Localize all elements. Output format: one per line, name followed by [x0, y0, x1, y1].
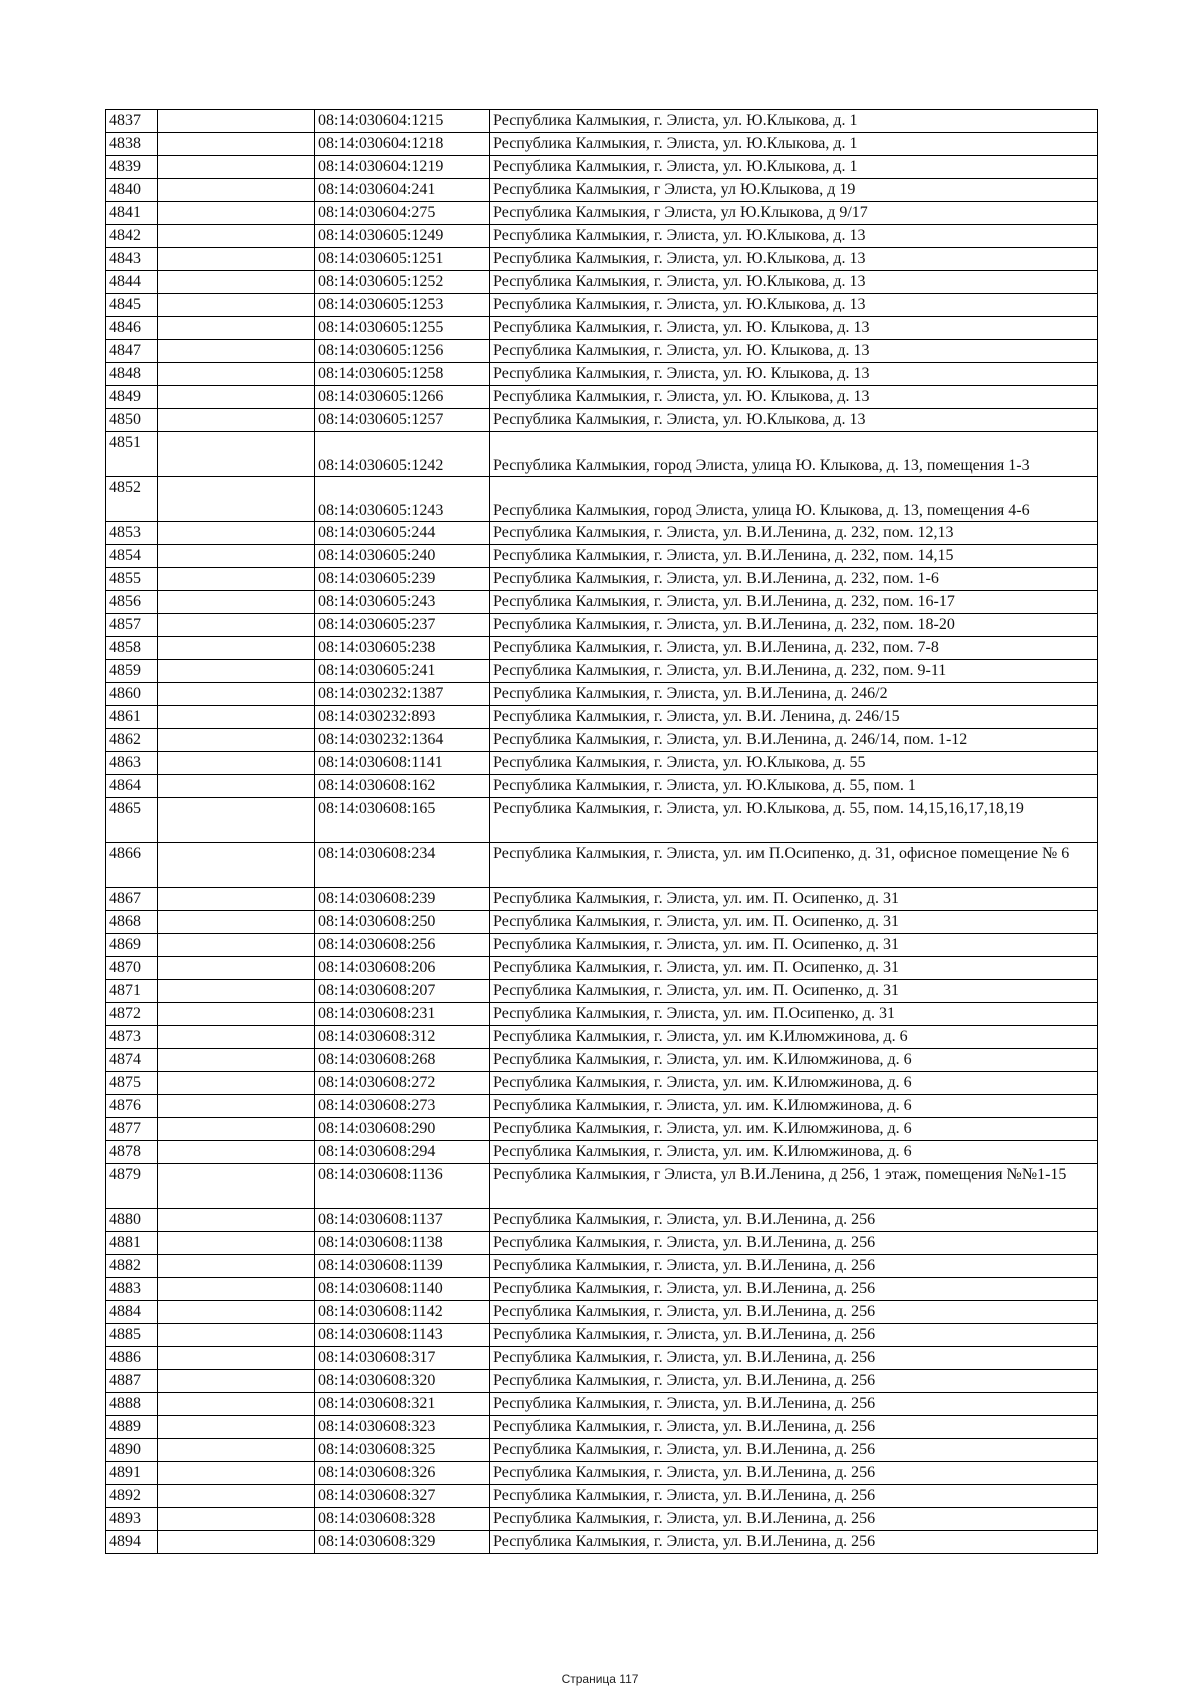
table-row	[106, 545, 1098, 568]
cadastral-number: 08:14:030608:1139	[315, 1255, 490, 1278]
row-number: 4886	[106, 1347, 158, 1370]
row-number: 4849	[106, 386, 158, 409]
table-row	[106, 1049, 1098, 1072]
cadastral-number: 08:14:030608:272	[315, 1072, 490, 1095]
address: Республика Калмыкия, г. Элиста, ул. В.И.Ленина, д. 256	[490, 1416, 1098, 1439]
row-number: 4880	[106, 1209, 158, 1232]
address: Республика Калмыкия, г. Элиста, ул. им. П. Осипенко, д. 31	[490, 980, 1098, 1003]
table-row	[106, 294, 1098, 317]
table-row	[106, 1393, 1098, 1416]
row-extra	[158, 1324, 315, 1347]
row-number: 4882	[106, 1255, 158, 1278]
cadastral-number: 08:14:030232:1387	[315, 683, 490, 706]
cadastral-number: 08:14:030608:328	[315, 1508, 490, 1531]
table-row	[106, 317, 1098, 340]
table-row	[106, 248, 1098, 271]
address: Республика Калмыкия, г. Элиста, ул. В.И.Ленина, д. 232, пом. 12,13	[490, 522, 1098, 545]
table-row	[106, 271, 1098, 294]
row-number: 4873	[106, 1026, 158, 1049]
row-extra	[158, 522, 315, 545]
table-row	[106, 1485, 1098, 1508]
table-row	[106, 1209, 1098, 1232]
cadastral-number: 08:14:030608:1141	[315, 752, 490, 775]
address: Республика Калмыкия, г. Элиста, ул. им К.Илюмжинова, д. 6	[490, 1026, 1098, 1049]
address: Республика Калмыкия, г. Элиста, ул. им. К.Илюмжинова, д. 6	[490, 1095, 1098, 1118]
row-extra	[158, 706, 315, 729]
row-extra	[158, 1072, 315, 1095]
row-extra	[158, 1026, 315, 1049]
table-row	[106, 1531, 1098, 1554]
cadastral-number: 08:14:030604:1218	[315, 133, 490, 156]
cadastral-number: 08:14:030608:325	[315, 1439, 490, 1462]
address: Республика Калмыкия, г. Элиста, ул. им. К.Илюмжинова, д. 6	[490, 1118, 1098, 1141]
row-number: 4891	[106, 1462, 158, 1485]
row-extra	[158, 133, 315, 156]
address: Республика Калмыкия, г. Элиста, ул. В.И.Ленина, д. 256	[490, 1370, 1098, 1393]
table-row	[106, 110, 1098, 133]
cadastral-number: 08:14:030608:294	[315, 1141, 490, 1164]
row-extra	[158, 1462, 315, 1485]
cadastral-number: 08:14:030608:290	[315, 1118, 490, 1141]
table-row	[106, 1072, 1098, 1095]
row-number: 4881	[106, 1232, 158, 1255]
table-row	[106, 340, 1098, 363]
row-extra	[158, 1232, 315, 1255]
address: Республика Калмыкия, г. Элиста, ул. Ю. Клыкова, д. 13	[490, 340, 1098, 363]
table-row	[106, 477, 1098, 522]
address: Республика Калмыкия, г. Элиста, ул. В.И.Ленина, д. 232, пом. 7-8	[490, 637, 1098, 660]
table-row	[106, 1026, 1098, 1049]
row-number: 4840	[106, 179, 158, 202]
cadastral-number: 08:14:030608:329	[315, 1531, 490, 1554]
address: Республика Калмыкия, г. Элиста, ул. им. К.Илюмжинова, д. 6	[490, 1072, 1098, 1095]
row-extra	[158, 1416, 315, 1439]
row-number: 4851	[106, 432, 158, 477]
table-row	[106, 1141, 1098, 1164]
table-row	[106, 432, 1098, 477]
row-extra	[158, 432, 315, 477]
table-row	[106, 1508, 1098, 1531]
row-number: 4864	[106, 775, 158, 798]
row-extra	[158, 1255, 315, 1278]
cadastral-number: 08:14:030605:1249	[315, 225, 490, 248]
row-extra	[158, 271, 315, 294]
address: Республика Калмыкия, г. Элиста, ул. В.И.Ленина, д. 232, пом. 9-11	[490, 660, 1098, 683]
cadastral-number: 08:14:030608:321	[315, 1393, 490, 1416]
table-row	[106, 911, 1098, 934]
cadastral-number: 08:14:030608:1137	[315, 1209, 490, 1232]
row-number: 4869	[106, 934, 158, 957]
row-number: 4854	[106, 545, 158, 568]
row-extra	[158, 545, 315, 568]
table-row	[106, 1003, 1098, 1026]
row-extra	[158, 477, 315, 522]
cadastral-number: 08:14:030608:327	[315, 1485, 490, 1508]
address: Республика Калмыкия, г. Элиста, ул. им П.Осипенко, д. 31, офисное помещение № 6	[490, 843, 1098, 888]
table-row	[106, 1232, 1098, 1255]
table-row	[106, 1278, 1098, 1301]
row-extra	[158, 843, 315, 888]
address: Республика Калмыкия, г. Элиста, ул. им. П. Осипенко, д. 31	[490, 934, 1098, 957]
cadastral-number: 08:14:030608:317	[315, 1347, 490, 1370]
row-extra	[158, 775, 315, 798]
table-row	[106, 934, 1098, 957]
table-row	[106, 775, 1098, 798]
address: Республика Калмыкия, г. Элиста, ул. В.И.Ленина, д. 256	[490, 1439, 1098, 1462]
row-extra	[158, 1049, 315, 1072]
address: Республика Калмыкия, г. Элиста, ул. Ю. Клыкова, д. 13	[490, 363, 1098, 386]
address: Республика Калмыкия, г. Элиста, ул. В.И.Ленина, д. 256	[490, 1301, 1098, 1324]
address: Республика Калмыкия, г. Элиста, ул. В.И.Ленина, д. 256	[490, 1508, 1098, 1531]
row-extra	[158, 934, 315, 957]
cadastral-number: 08:14:030604:1215	[315, 110, 490, 133]
address: Республика Калмыкия, г. Элиста, ул. Ю.Клыкова, д. 1	[490, 156, 1098, 179]
address: Республика Калмыкия, г. Элиста, ул. В.И.Ленина, д. 256	[490, 1232, 1098, 1255]
row-number: 4874	[106, 1049, 158, 1072]
row-number: 4860	[106, 683, 158, 706]
row-extra	[158, 1393, 315, 1416]
row-extra	[158, 911, 315, 934]
row-number: 4888	[106, 1393, 158, 1416]
cadastral-number: 08:14:030608:231	[315, 1003, 490, 1026]
cadastral-number: 08:14:030605:1252	[315, 271, 490, 294]
table-row	[106, 568, 1098, 591]
cadastral-number: 08:14:030608:256	[315, 934, 490, 957]
row-extra	[158, 179, 315, 202]
table-row	[106, 522, 1098, 545]
row-number: 4883	[106, 1278, 158, 1301]
cadastral-number: 08:14:030608:239	[315, 888, 490, 911]
address: Республика Калмыкия, г. Элиста, ул. им. П. Осипенко, д. 31	[490, 957, 1098, 980]
row-number: 4856	[106, 591, 158, 614]
row-extra	[158, 798, 315, 843]
table-row	[106, 957, 1098, 980]
address: Республика Калмыкия, город Элиста, улица Ю. Клыкова, д. 13, помещения 4-6	[490, 477, 1098, 522]
table-row	[106, 798, 1098, 843]
address: Республика Калмыкия, г. Элиста, ул. им. К.Илюмжинова, д. 6	[490, 1141, 1098, 1164]
cadastral-number: 08:14:030608:312	[315, 1026, 490, 1049]
row-number: 4866	[106, 843, 158, 888]
address: Республика Калмыкия, г. Элиста, ул. Ю.Клыкова, д. 55, пом. 1	[490, 775, 1098, 798]
row-number: 4845	[106, 294, 158, 317]
row-number: 4892	[106, 1485, 158, 1508]
row-number: 4865	[106, 798, 158, 843]
address: Республика Калмыкия, г. Элиста, ул. Ю.Клыкова, д. 1	[490, 133, 1098, 156]
cadastral-number: 08:14:030605:1266	[315, 386, 490, 409]
table-row	[106, 706, 1098, 729]
table-row	[106, 156, 1098, 179]
address: Республика Калмыкия, г. Элиста, ул. Ю.Клыкова, д. 13	[490, 248, 1098, 271]
row-number: 4876	[106, 1095, 158, 1118]
table-row	[106, 888, 1098, 911]
row-extra	[158, 317, 315, 340]
row-extra	[158, 340, 315, 363]
cadastral-number: 08:14:030608:162	[315, 775, 490, 798]
row-extra	[158, 1508, 315, 1531]
cadastral-number: 08:14:030605:240	[315, 545, 490, 568]
row-number: 4885	[106, 1324, 158, 1347]
address: Республика Калмыкия, г. Элиста, ул. В.И.Ленина, д. 232, пом. 14,15	[490, 545, 1098, 568]
row-extra	[158, 614, 315, 637]
table-row	[106, 591, 1098, 614]
row-extra	[158, 980, 315, 1003]
address: Республика Калмыкия, г. Элиста, ул. Ю.Клыкова, д. 55	[490, 752, 1098, 775]
cadastral-number: 08:14:030232:893	[315, 706, 490, 729]
row-number: 4837	[106, 110, 158, 133]
row-extra	[158, 225, 315, 248]
row-extra	[158, 294, 315, 317]
row-extra	[158, 202, 315, 225]
cadastral-number: 08:14:030605:1251	[315, 248, 490, 271]
row-extra	[158, 568, 315, 591]
address: Республика Калмыкия, г. Элиста, ул. В.И.Ленина, д. 256	[490, 1531, 1098, 1554]
row-number: 4872	[106, 1003, 158, 1026]
address: Республика Калмыкия, город Элиста, улица Ю. Клыкова, д. 13, помещения 1-3	[490, 432, 1098, 477]
table-row	[106, 1347, 1098, 1370]
address: Республика Калмыкия, г. Элиста, ул. Ю.Клыкова, д. 1	[490, 110, 1098, 133]
table-row	[106, 1301, 1098, 1324]
cadastral-number: 08:14:030608:1140	[315, 1278, 490, 1301]
row-extra	[158, 957, 315, 980]
table-row	[106, 1462, 1098, 1485]
address: Республика Калмыкия, г. Элиста, ул. В.И.Ленина, д. 256	[490, 1255, 1098, 1278]
address: Республика Калмыкия, г. Элиста, ул. Ю. Клыкова, д. 13	[490, 317, 1098, 340]
row-extra	[158, 1164, 315, 1209]
row-extra	[158, 386, 315, 409]
row-number: 4857	[106, 614, 158, 637]
cadastral-number: 08:14:030608:268	[315, 1049, 490, 1072]
address: Республика Калмыкия, г Элиста, ул Ю.Клыкова, д 19	[490, 179, 1098, 202]
table-row	[106, 133, 1098, 156]
table-row	[106, 409, 1098, 432]
cadastral-number: 08:14:030608:250	[315, 911, 490, 934]
table-row	[106, 1118, 1098, 1141]
row-extra	[158, 363, 315, 386]
row-extra	[158, 1485, 315, 1508]
address: Республика Калмыкия, г. Элиста, ул. В.И.Ленина, д. 232, пом. 16-17	[490, 591, 1098, 614]
row-extra	[158, 409, 315, 432]
row-number: 4847	[106, 340, 158, 363]
table-row	[106, 1324, 1098, 1347]
row-number: 4868	[106, 911, 158, 934]
row-extra	[158, 1531, 315, 1554]
table-row	[106, 202, 1098, 225]
row-extra	[158, 1439, 315, 1462]
address: Республика Калмыкия, г Элиста, ул В.И.Ленина, д 256, 1 этаж, помещения №№1-15	[490, 1164, 1098, 1209]
address: Республика Калмыкия, г. Элиста, ул. Ю.Клыкова, д. 55, пом. 14,15,16,17,18,19	[490, 798, 1098, 843]
address: Республика Калмыкия, г. Элиста, ул. В.И.Ленина, д. 256	[490, 1347, 1098, 1370]
address: Республика Калмыкия, г. Элиста, ул. им. П.Осипенко, д. 31	[490, 1003, 1098, 1026]
row-number: 4838	[106, 133, 158, 156]
row-extra	[158, 888, 315, 911]
row-number: 4852	[106, 477, 158, 522]
row-number: 4839	[106, 156, 158, 179]
table-row	[106, 1416, 1098, 1439]
cadastral-number: 08:14:030608:207	[315, 980, 490, 1003]
cadastral-number: 08:14:030605:1256	[315, 340, 490, 363]
cadastral-number: 08:14:030608:323	[315, 1416, 490, 1439]
address: Республика Калмыкия, г Элиста, ул Ю.Клыкова, д 9/17	[490, 202, 1098, 225]
row-number: 4841	[106, 202, 158, 225]
table-row	[106, 225, 1098, 248]
row-number: 4889	[106, 1416, 158, 1439]
row-number: 4858	[106, 637, 158, 660]
address: Республика Калмыкия, г. Элиста, ул. В.И.Ленина, д. 256	[490, 1209, 1098, 1232]
cadastral-number: 08:14:030608:326	[315, 1462, 490, 1485]
row-extra	[158, 1141, 315, 1164]
table-row	[106, 729, 1098, 752]
address: Республика Калмыкия, г. Элиста, ул. Ю.Клыкова, д. 13	[490, 225, 1098, 248]
cadastral-number: 08:14:030604:241	[315, 179, 490, 202]
cadastral-number: 08:14:030605:1257	[315, 409, 490, 432]
cadastral-number: 08:14:030608:1138	[315, 1232, 490, 1255]
cadastral-number: 08:14:030604:1219	[315, 156, 490, 179]
row-extra	[158, 729, 315, 752]
table-row	[106, 179, 1098, 202]
cadastral-number: 08:14:030605:237	[315, 614, 490, 637]
row-number: 4871	[106, 980, 158, 1003]
address: Республика Калмыкия, г. Элиста, ул. В.И.Ленина, д. 246/2	[490, 683, 1098, 706]
row-number: 4863	[106, 752, 158, 775]
cadastral-number: 08:14:030605:244	[315, 522, 490, 545]
cadastral-number: 08:14:030608:320	[315, 1370, 490, 1393]
row-extra	[158, 1370, 315, 1393]
row-number: 4862	[106, 729, 158, 752]
address: Республика Калмыкия, г. Элиста, ул. им. К.Илюмжинова, д. 6	[490, 1049, 1098, 1072]
row-extra	[158, 1209, 315, 1232]
row-extra	[158, 1095, 315, 1118]
cadastral-number: 08:14:030608:165	[315, 798, 490, 843]
registry-table	[105, 109, 1098, 1554]
table-row	[106, 637, 1098, 660]
row-extra	[158, 248, 315, 271]
cadastral-number: 08:14:030605:243	[315, 591, 490, 614]
row-extra	[158, 1301, 315, 1324]
cadastral-number: 08:14:030608:234	[315, 843, 490, 888]
cadastral-number: 08:14:030605:1243	[315, 477, 490, 522]
table-row	[106, 386, 1098, 409]
table-row	[106, 1255, 1098, 1278]
row-number: 4884	[106, 1301, 158, 1324]
cadastral-number: 08:14:030608:206	[315, 957, 490, 980]
address: Республика Калмыкия, г. Элиста, ул. В.И.Ленина, д. 232, пом. 18-20	[490, 614, 1098, 637]
cadastral-number: 08:14:030605:241	[315, 660, 490, 683]
table-row	[106, 843, 1098, 888]
row-extra	[158, 1118, 315, 1141]
row-number: 4859	[106, 660, 158, 683]
table-row	[106, 1439, 1098, 1462]
address: Республика Калмыкия, г. Элиста, ул. В.И.Ленина, д. 256	[490, 1278, 1098, 1301]
row-number: 4848	[106, 363, 158, 386]
table-row	[106, 660, 1098, 683]
row-extra	[158, 1278, 315, 1301]
row-number: 4861	[106, 706, 158, 729]
address: Республика Калмыкия, г. Элиста, ул. Ю. Клыкова, д. 13	[490, 386, 1098, 409]
row-number: 4843	[106, 248, 158, 271]
cadastral-number: 08:14:030605:1255	[315, 317, 490, 340]
cadastral-number: 08:14:030605:1253	[315, 294, 490, 317]
row-extra	[158, 660, 315, 683]
table-row	[106, 1095, 1098, 1118]
address: Республика Калмыкия, г. Элиста, ул. им. П. Осипенко, д. 31	[490, 911, 1098, 934]
table-row	[106, 1164, 1098, 1209]
row-extra	[158, 683, 315, 706]
row-extra	[158, 156, 315, 179]
row-number: 4846	[106, 317, 158, 340]
row-extra	[158, 591, 315, 614]
cadastral-number: 08:14:030605:1242	[315, 432, 490, 477]
cadastral-number: 08:14:030605:1258	[315, 363, 490, 386]
cadastral-number: 08:14:030232:1364	[315, 729, 490, 752]
cadastral-number: 08:14:030605:238	[315, 637, 490, 660]
row-extra	[158, 1003, 315, 1026]
row-number: 4844	[106, 271, 158, 294]
row-number: 4890	[106, 1439, 158, 1462]
row-number: 4878	[106, 1141, 158, 1164]
table-row	[106, 1370, 1098, 1393]
page-number: Страница 117	[561, 1672, 639, 1686]
row-number: 4879	[106, 1164, 158, 1209]
row-number: 4853	[106, 522, 158, 545]
row-number: 4894	[106, 1531, 158, 1554]
address: Республика Калмыкия, г. Элиста, ул. В.И.Ленина, д. 256	[490, 1324, 1098, 1347]
address: Республика Калмыкия, г. Элиста, ул. В.И.Ленина, д. 256	[490, 1462, 1098, 1485]
address: Республика Калмыкия, г. Элиста, ул. Ю.Клыкова, д. 13	[490, 409, 1098, 432]
cadastral-number: 08:14:030608:1142	[315, 1301, 490, 1324]
address: Республика Калмыкия, г. Элиста, ул. В.И.Ленина, д. 256	[490, 1393, 1098, 1416]
row-number: 4875	[106, 1072, 158, 1095]
row-number: 4893	[106, 1508, 158, 1531]
cadastral-number: 08:14:030608:273	[315, 1095, 490, 1118]
row-number: 4855	[106, 568, 158, 591]
address: Республика Калмыкия, г. Элиста, ул. Ю.Клыкова, д. 13	[490, 294, 1098, 317]
address: Республика Калмыкия, г. Элиста, ул. Ю.Клыкова, д. 13	[490, 271, 1098, 294]
row-number: 4850	[106, 409, 158, 432]
table-row	[106, 614, 1098, 637]
address: Республика Калмыкия, г. Элиста, ул. им. П. Осипенко, д. 31	[490, 888, 1098, 911]
address: Республика Калмыкия, г. Элиста, ул. В.И.Ленина, д. 246/14, пом. 1-12	[490, 729, 1098, 752]
cadastral-number: 08:14:030608:1143	[315, 1324, 490, 1347]
table-row	[106, 363, 1098, 386]
cadastral-number: 08:14:030604:275	[315, 202, 490, 225]
table-row	[106, 752, 1098, 775]
row-extra	[158, 637, 315, 660]
row-number: 4870	[106, 957, 158, 980]
row-extra	[158, 1347, 315, 1370]
address: Республика Калмыкия, г. Элиста, ул. В.И.Ленина, д. 232, пом. 1-6	[490, 568, 1098, 591]
row-number: 4867	[106, 888, 158, 911]
row-extra	[158, 110, 315, 133]
row-number: 4877	[106, 1118, 158, 1141]
row-number: 4887	[106, 1370, 158, 1393]
table-row	[106, 980, 1098, 1003]
cadastral-number: 08:14:030605:239	[315, 568, 490, 591]
address: Республика Калмыкия, г. Элиста, ул. В.И. Ленина, д. 246/15	[490, 706, 1098, 729]
row-number: 4842	[106, 225, 158, 248]
table-row	[106, 683, 1098, 706]
cadastral-number: 08:14:030608:1136	[315, 1164, 490, 1209]
address: Республика Калмыкия, г. Элиста, ул. В.И.Ленина, д. 256	[490, 1485, 1098, 1508]
row-extra	[158, 752, 315, 775]
